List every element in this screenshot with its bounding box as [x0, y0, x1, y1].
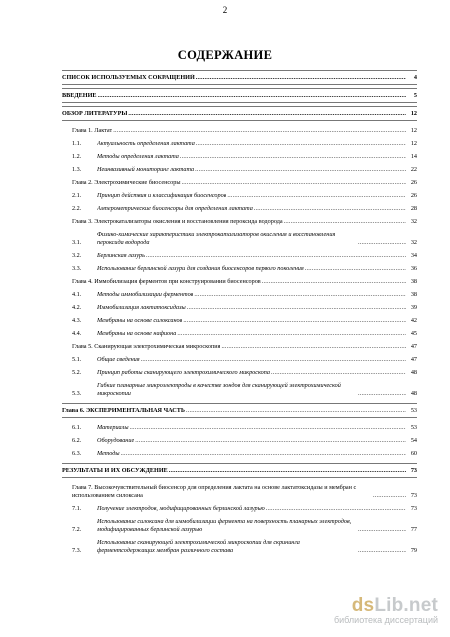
- toc-page: 26: [410, 179, 417, 186]
- toc-num: 7.3.: [72, 547, 82, 554]
- toc-entry[interactable]: [62, 228, 417, 249]
- toc-entry[interactable]: [62, 71, 417, 84]
- toc-page: 22: [410, 166, 417, 173]
- page-number: 2: [222, 5, 228, 15]
- toc-label: Мембраны на основе силоксанов: [97, 317, 183, 324]
- toc-entry[interactable]: [62, 262, 417, 275]
- toc-label: Берлинская лазурь: [97, 252, 145, 259]
- toc-num: 1.2.: [72, 153, 82, 160]
- toc-label: СПИСОК ИСПОЛЬЗУЕМЫХ СОКРАЩЕНИЙ: [62, 74, 195, 81]
- toc-entry[interactable]: [62, 163, 417, 176]
- toc-entry[interactable]: [62, 379, 417, 400]
- toc-page: 54: [410, 437, 417, 444]
- toc-page: 28: [410, 205, 417, 212]
- toc-entry[interactable]: [62, 447, 417, 460]
- toc-label: Глава 5. Сканирующая электрохимическая микроскопия: [72, 343, 221, 350]
- toc-label: Глава 7. Высокочувствительный биосенсор для определения лактата на основе лактатоксидазы и мембран с использованием силоксана: [72, 484, 357, 499]
- toc-entry[interactable]: [62, 249, 417, 262]
- toc-label: ОБЗОР ЛИТЕРАТУРЫ: [62, 110, 128, 117]
- page-title: СОДЕРЖАНИЕ: [177, 48, 273, 62]
- toc-page: 47: [410, 343, 417, 350]
- toc-num: 1.3.: [72, 166, 82, 173]
- toc-label: Методы определения лактата: [97, 153, 179, 160]
- toc-page: 38: [410, 278, 417, 285]
- toc-num: 2.2.: [72, 205, 82, 212]
- toc-entry[interactable]: [62, 536, 417, 557]
- toc-label: ВВЕДЕНИЕ: [62, 92, 97, 99]
- toc-page: 34: [410, 252, 417, 259]
- toc-section-experimental: [62, 403, 417, 418]
- toc-entry[interactable]: [62, 202, 417, 215]
- toc-page: 73: [410, 505, 417, 512]
- toc-num: 6.1.: [72, 424, 82, 431]
- toc-label: Актуальность определения лактата: [97, 140, 195, 147]
- toc-label: Иммобилизация лактатоксидазы: [97, 304, 186, 311]
- toc-page: 14: [410, 153, 417, 160]
- toc-num: 5.3.: [72, 390, 82, 397]
- toc-num: 3.1.: [72, 239, 82, 246]
- toc-entry[interactable]: [62, 288, 417, 301]
- toc-label: Оборудование: [97, 437, 135, 444]
- toc-label: Физико-химические характеристики электрокатализаторов окисления и восстановления пероксида водорода: [97, 231, 336, 246]
- toc-num: 6.3.: [72, 450, 82, 457]
- toc-label: Использование сканирующей электрохимической микроскопии для скрининга ферментсодержащих мембран различного состава: [97, 539, 300, 554]
- toc-label: Неинвазивный мониторинг лактата: [97, 166, 195, 173]
- toc-entry[interactable]: [62, 124, 417, 137]
- toc-page: 45: [410, 330, 417, 337]
- toc-label: Глава 3. Электрокатализаторы окисления и восстановления пероксида водорода: [72, 218, 283, 225]
- toc-page: 79: [410, 547, 417, 554]
- toc-entry[interactable]: [62, 353, 417, 366]
- toc-entry[interactable]: [62, 314, 417, 327]
- toc-entry[interactable]: [62, 301, 417, 314]
- toc-section-review: [62, 106, 417, 121]
- toc-label: РЕЗУЛЬТАТЫ И ИХ ОБСУЖДЕНИЕ: [62, 467, 168, 474]
- toc-label: Глава 1. Лактат: [72, 127, 113, 134]
- toc-page: 73: [410, 467, 417, 474]
- toc-page: 32: [410, 239, 417, 246]
- toc-label: Глава 4. Иммобилизация ферментов при конструировании биосенсоров: [72, 278, 261, 285]
- toc-page: 39: [410, 304, 417, 311]
- toc-entry[interactable]: [62, 189, 417, 202]
- toc-num: 7.1.: [72, 505, 82, 512]
- toc-num: 1.1.: [72, 140, 82, 147]
- toc-page: 12: [410, 110, 417, 117]
- toc-label: Методы иммобилизации ферментов: [97, 291, 194, 298]
- toc-label: Глава 2. Электрохимические биосенсоры: [72, 179, 181, 186]
- toc-page: 42: [410, 317, 417, 324]
- toc-entry[interactable]: [62, 215, 417, 228]
- toc-num: 5.2.: [72, 369, 82, 376]
- toc-entry[interactable]: [62, 515, 417, 536]
- toc-page: 73: [410, 492, 417, 499]
- toc-entry[interactable]: [62, 137, 417, 150]
- toc-num: 4.4.: [72, 330, 82, 337]
- toc-entry[interactable]: [62, 464, 417, 477]
- toc-label: Амперометрические биосенсоры для определения лактата: [97, 205, 253, 212]
- toc-label: Гибкие планарные микроэлектроды в качестве зондов для сканирующей электрохимической микроскопии: [97, 382, 341, 397]
- watermark-logo: dsLib.net: [351, 595, 438, 616]
- toc-label: Материалы: [97, 424, 129, 431]
- toc-num: 5.1.: [72, 356, 82, 363]
- watermark-subtitle: библиотека диссертаций: [333, 615, 438, 625]
- toc-num: 3.3.: [72, 265, 82, 272]
- toc-page: 47: [410, 356, 417, 363]
- table-of-contents: [62, 70, 417, 557]
- toc-entry[interactable]: [62, 340, 417, 353]
- toc-section-intro: [62, 88, 417, 103]
- toc-page: 36: [410, 265, 417, 272]
- toc-num: 4.1.: [72, 291, 82, 298]
- toc-page: 26: [410, 192, 417, 199]
- toc-entry[interactable]: [62, 421, 417, 434]
- toc-entry[interactable]: [62, 107, 417, 120]
- toc-label: Использование берлинской лазури для создания биосенсоров первого поколения: [97, 265, 304, 272]
- toc-label: Общие сведения: [97, 356, 140, 363]
- toc-label: Принцип действия и классификация биосенсоров: [97, 192, 227, 199]
- toc-num: 4.3.: [72, 317, 82, 324]
- toc-entry[interactable]: [62, 275, 417, 288]
- toc-page: 48: [410, 390, 417, 397]
- toc-label: Глава 6. ЭКСПЕРИМЕНТАЛЬНАЯ ЧАСТЬ: [62, 407, 185, 414]
- toc-label: Мембраны на основе нафиона: [97, 330, 177, 337]
- toc-page: 32: [410, 218, 417, 225]
- toc-entry[interactable]: [62, 327, 417, 340]
- toc-num: 2.1.: [72, 192, 82, 199]
- toc-page: 5: [413, 92, 417, 99]
- toc-num: 3.2.: [72, 252, 82, 259]
- toc-page: 60: [410, 450, 417, 457]
- toc-label: Принцип работы сканирующего электрохимического микроскопа: [97, 369, 270, 376]
- toc-entry[interactable]: [62, 89, 417, 102]
- toc-num: 7.2.: [72, 526, 82, 533]
- toc-label: Получение электродов, модифицированных берлинской лазурью: [97, 505, 265, 512]
- toc-page: 53: [410, 424, 417, 431]
- toc-page: 12: [410, 127, 417, 134]
- toc-entry[interactable]: [62, 150, 417, 163]
- toc-num: 6.2.: [72, 437, 82, 444]
- toc-section-abbrev: [62, 70, 417, 85]
- toc-page: 12: [410, 140, 417, 147]
- toc-entry[interactable]: [62, 502, 417, 515]
- toc-section-results: [62, 463, 417, 478]
- toc-page: 48: [410, 369, 417, 376]
- toc-label: Методы: [97, 450, 120, 457]
- toc-page: 53: [410, 407, 417, 414]
- toc-entry[interactable]: [62, 366, 417, 379]
- toc-label: Использование силоксана для иммобилизации фермента на поверхность планарных электродов, модифицированных берлинской лазурью: [97, 518, 352, 533]
- toc-entry[interactable]: [62, 434, 417, 447]
- toc-entry[interactable]: [62, 404, 417, 417]
- toc-page: 77: [410, 526, 417, 533]
- toc-num: 4.2.: [72, 304, 82, 311]
- toc-entry[interactable]: [62, 176, 417, 189]
- toc-page: 38: [410, 291, 417, 298]
- watermark: [334, 595, 438, 625]
- toc-page: 4: [413, 74, 417, 81]
- toc-entry[interactable]: [62, 481, 417, 502]
